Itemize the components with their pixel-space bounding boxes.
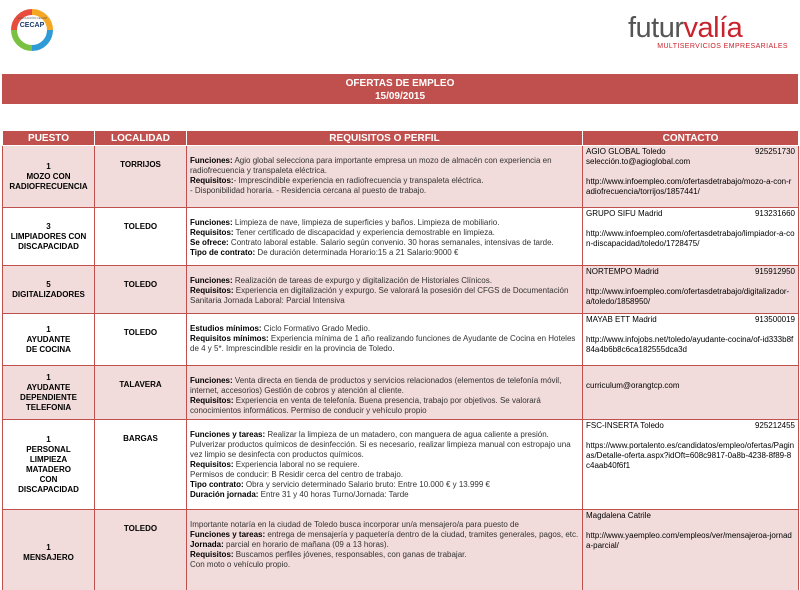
cell-requisitos: [187, 314, 583, 366]
cell-puesto: [3, 420, 95, 510]
cell-localidad: TORRIJOS: [95, 146, 187, 208]
cell-contacto: [583, 146, 799, 208]
puesto-line: 1: [46, 372, 51, 382]
cell-puesto: [3, 314, 95, 366]
requisito-label: Requisitos:: [190, 396, 234, 405]
cell-localidad: TOLEDO: [95, 314, 187, 366]
requisito-line: Con moto o vehículo propio.: [190, 560, 291, 569]
cecap-logo-text: CECAP: [19, 22, 45, 29]
contact-phone: 925251730: [754, 147, 795, 156]
contact-url-link[interactable]: http://www.infoempleo.com/ofertasdetrabajo/digitalizador-a/toledo/1858950/: [586, 287, 790, 306]
cell-contacto: [583, 366, 799, 420]
puesto-line: MOZO CON: [26, 171, 71, 181]
puesto-line: DE COCINA: [26, 344, 71, 354]
banner-date: 15/09/2015: [374, 91, 426, 102]
contact-phone: 913500019: [754, 315, 795, 324]
puesto-line: CON: [39, 474, 58, 484]
header-localidad: LOCALIDAD: [95, 131, 187, 146]
requisito-line: Requisitos mínimos: Experiencia mínima de 1 año realizando funciones de Ayudante de Cocina en Hoteles de 4 y 5*. Imprescindible residir en la provincia de Toledo.: [190, 334, 576, 353]
puesto-line: MATADERO: [25, 464, 72, 474]
cell-requisitos: [187, 510, 583, 590]
puesto-line: AYUDANTE: [26, 334, 71, 344]
puesto-line: LIMPIEZA: [29, 454, 68, 464]
requisito-label: Se ofrece:: [190, 238, 229, 247]
table-row: [3, 420, 799, 510]
puesto-line: RADIOFRECUENCIA: [9, 181, 88, 191]
contact-name: Magdalena Catrile: [586, 511, 651, 520]
requisito-label: Requisitos:: [190, 460, 234, 469]
requisito-label: Estudios mínimos:: [190, 324, 262, 333]
contact-email[interactable]: selección.to@agioglobal.com: [586, 157, 691, 166]
table-row: [3, 314, 799, 366]
cell-puesto: [3, 366, 95, 420]
contact-phone: 915912950: [754, 267, 795, 276]
requisito-line: Funciones: Agio global selecciona para importante empresa un mozo de almacén con experiencia en radiofrecuencia y transpaleta eléctrica.: [190, 156, 552, 175]
requisito-line: Requisitos: Buscamos perfiles jóvenes, responsables, con ganas de trabajar.: [190, 550, 467, 559]
requisito-line: Permisos de conducir: B Residir cerca del centro de trabajo.: [190, 470, 403, 479]
requisito-line: Jornada: parcial en horario de mañana (09 a 13 horas).: [190, 540, 389, 549]
requisito-line: Estudios mínimos: Ciclo Formativo Grado Medio.: [190, 324, 371, 333]
puesto-line: 1: [46, 161, 51, 171]
contact-name: MAYAB ETT Madrid: [586, 315, 657, 324]
cell-localidad: TOLEDO: [95, 208, 187, 266]
futurvalia-logo: [628, 14, 788, 50]
requisito-line: Requisitos: Tener certificado de discapacidad y experiencia demostrable en limpieza.: [190, 228, 495, 237]
table-row: [3, 366, 799, 420]
cell-contacto: [583, 208, 799, 266]
requisito-line: Tipo contrato: Obra y servicio determinado Salario bruto: Entre 10.000 € y 13.999 €: [190, 480, 490, 489]
puesto-line: AYUDANTE: [26, 382, 71, 392]
contact-url-link[interactable]: https://www.portalento.es/candidatos/empleo/ofertas/Paginas/Detalle-oferta.aspx?idOft=608c9817-0a8b-4238-8f89-8c4aab40f6f1: [586, 441, 795, 470]
requisito-line: Requisitos: Experiencia en venta de telefonía. Buena presencia, trabajo por objetivos. Se valorará conocimientos informáticos. Permiso de conducir y vehículo propio: [190, 396, 541, 415]
cecap-logo-subtext: ASOCIACIÓN CECAP: [16, 16, 47, 20]
requisito-label: Requisitos:: [190, 550, 234, 559]
cell-puesto: [3, 510, 95, 590]
cell-contacto: [583, 510, 799, 590]
puesto-line: 1: [46, 542, 51, 552]
cell-contacto: [583, 266, 799, 314]
requisito-label: Funciones y tareas:: [190, 430, 266, 439]
futur-logo-part1: futur: [628, 12, 684, 44]
header-puesto: PUESTO: [3, 131, 95, 146]
puesto-line: TELEFONIA: [25, 402, 72, 412]
requisito-label: Tipo de contrato:: [190, 248, 256, 257]
puesto-line: DISCAPACIDAD: [18, 484, 79, 494]
header-contacto: CONTACTO: [583, 131, 799, 146]
cecap-logo: [6, 4, 58, 56]
cell-localidad: TOLEDO: [95, 510, 187, 590]
title-banner: [2, 74, 798, 104]
table-row: [3, 510, 799, 590]
banner-title: OFERTAS DE EMPLEO: [345, 78, 455, 89]
requisito-label: Requisitos mínimos:: [190, 334, 269, 343]
requisito-label: Requisitos:: [190, 228, 234, 237]
requisito-line: Funciones y tareas: entrega de mensajería y paquetería dentro de la ciudad, tramites generales, pagos, etc.: [190, 530, 579, 539]
requisito-line: Requisitos: Experiencia laboral no se requiere.: [190, 460, 360, 469]
contact-url-link[interactable]: http://www.infoempleo.com/ofertasdetrabajo/mozo-a-con-radiofrecuencia/torrijos/1857441/: [586, 177, 792, 196]
cell-contacto: [583, 314, 799, 366]
puesto-line: 5: [46, 279, 51, 289]
table-row: [3, 146, 799, 208]
cell-localidad: TOLEDO: [95, 266, 187, 314]
table-header-row: [3, 131, 799, 146]
contact-name: GRUPO SIFU Madrid: [586, 209, 663, 218]
cell-contacto: [583, 420, 799, 510]
requisito-line: Funciones y tareas: Realizar la limpieza de un matadero, con manguera de agua caliente a presión. Pulverizar productos químicos de desinfección. Si es necesario, realizar limpieza manual con estropajo una vez limpio se desinfecta con productos químicos.: [190, 430, 571, 459]
requisito-line: Funciones: Realización de tareas de expurgo y digitalización de Historiales Clínicos.: [190, 276, 492, 285]
contact-phone: 913231660: [754, 209, 795, 218]
cell-requisitos: [187, 366, 583, 420]
futur-logo-sub: MULTISERVICIOS EMPRESARIALES: [657, 43, 788, 50]
contact-url-link[interactable]: http://www.infoempleo.com/ofertasdetrabajo/limpiador-a-con-discapacidad/toledo/1728475/: [586, 229, 795, 248]
cell-localidad: BARGAS: [95, 420, 187, 510]
requisito-label: Tipo contrato:: [190, 480, 244, 489]
requisito-line: Duración jornada: Entre 31 y 40 horas Turno/Jornada: Tarde: [190, 490, 409, 499]
cell-puesto: [3, 266, 95, 314]
requisito-label: Funciones y tareas:: [190, 530, 266, 539]
puesto-line: 1: [46, 324, 51, 334]
requisito-label: Funciones:: [190, 156, 233, 165]
requisito-line: Funciones: Limpieza de nave, limpieza de superficies y baños. Limpieza de mobiliario.: [190, 218, 500, 227]
contact-url-link[interactable]: http://www.yaempleo.com/empleos/ver/mensajeroa-jornada-parcial/: [586, 531, 792, 550]
cell-requisitos: [187, 266, 583, 314]
futur-logo-part2: valía: [683, 12, 743, 44]
cell-localidad: TALAVERA: [95, 366, 187, 420]
puesto-line: DEPENDIENTE: [20, 392, 77, 402]
requisito-line: Tipo de contrato: De duración determinada Horario:15 a 21 Salario:9000 €: [190, 248, 459, 257]
requisito-label: Funciones:: [190, 376, 233, 385]
requisito-line: - Disponibilidad horaria. - Residencia cercana al puesto de trabajo.: [190, 186, 427, 195]
puesto-line: 3: [46, 221, 51, 231]
cell-puesto: [3, 146, 95, 208]
cell-requisitos: [187, 208, 583, 266]
requisito-line: Funciones: Venta directa en tienda de productos y servicios relacionados (elementos de telefonía móvil, internet, accesorios) Gestión de cobros y atención al cliente.: [190, 376, 562, 395]
requisito-line: Requisitos: Experiencia en digitalización y expurgo. Se valorará la posesión del CFGS de Documentación Sanitaria Jornada Laboral: Parcial Intensiva: [190, 286, 569, 305]
cell-requisitos: [187, 420, 583, 510]
puesto-line: MENSAJERO: [23, 552, 74, 562]
puesto-line: DISCAPACIDAD: [18, 241, 79, 251]
cell-puesto: [3, 208, 95, 266]
requisito-line: Importante notaría en la ciudad de Toledo busca incorporar un/a mensajero/a para puesto de: [190, 520, 519, 529]
contact-name: FSC-INSERTA Toledo: [586, 421, 664, 430]
puesto-line: LIMPIADORES CON: [10, 231, 87, 241]
header-requisitos: REQUISITOS O PERFIL: [187, 131, 583, 146]
contact-name: AGIO GLOBAL Toledo: [586, 147, 666, 156]
puesto-line: 1: [46, 434, 51, 444]
requisito-label: Requisitos:: [190, 176, 234, 185]
requisito-label: Duración jornada:: [190, 490, 259, 499]
requisito-label: Funciones:: [190, 276, 233, 285]
requisito-line: Requisitos:- Imprescindible experiencia en radiofrecuencia y transpaleta eléctrica.: [190, 176, 484, 185]
cell-requisitos: [187, 146, 583, 208]
requisito-label: Funciones:: [190, 218, 233, 227]
requisito-label: Jornada:: [190, 540, 224, 549]
requisito-label: Requisitos:: [190, 286, 234, 295]
puesto-line: DIGITALIZADORES: [12, 289, 85, 299]
contact-url-link[interactable]: http://www.infojobs.net/toledo/ayudante-cocina/of-id333b8f84a4b6b8c6ca182555dca3d: [586, 335, 794, 354]
contact-phone: 925212455: [754, 421, 795, 430]
requisito-line: Se ofrece: Contrato laboral estable. Salario según convenio. 30 horas semanales, intensivas de tarde.: [190, 238, 554, 247]
job-offers-table: [2, 130, 799, 590]
contact-name: NORTEMPO Madrid: [586, 267, 659, 276]
contact-email[interactable]: curriculum@orangtcp.com: [586, 381, 680, 390]
puesto-line: PERSONAL: [26, 444, 71, 454]
table-row: [3, 266, 799, 314]
table-row: [3, 208, 799, 266]
